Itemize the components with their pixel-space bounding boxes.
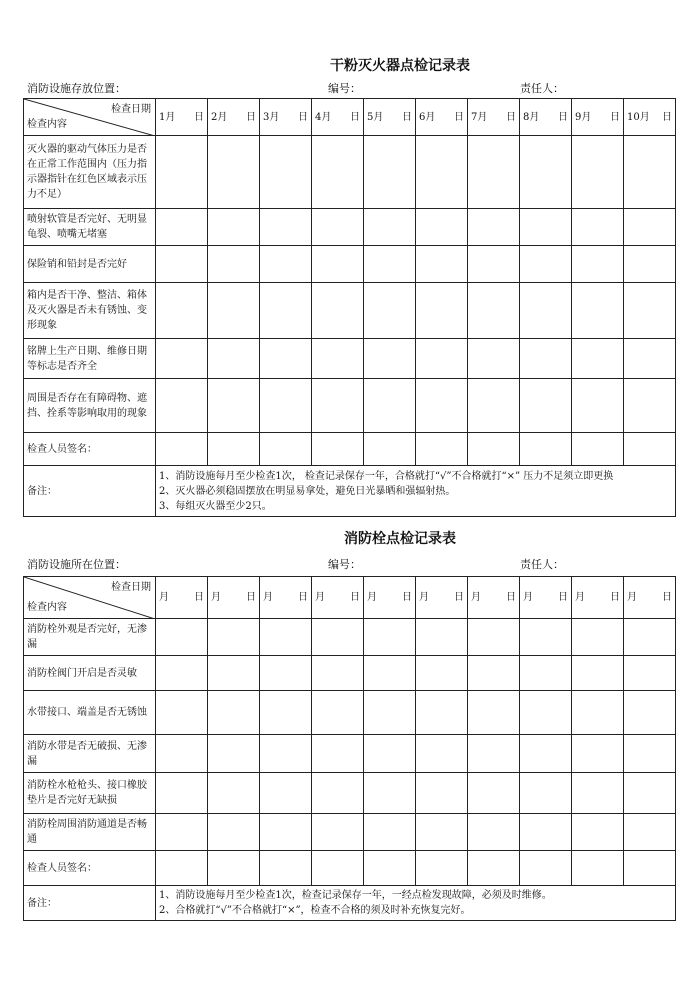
remark-line: 1、消防设施每月至少检查1次，检查记录保存一年，一经点检发现故障，必须及时维修。: [159, 890, 552, 901]
check-cell[interactable]: [156, 246, 208, 283]
month-header: [624, 577, 676, 619]
owner-label: 责任人：: [520, 558, 564, 571]
check-cell[interactable]: [416, 433, 468, 466]
month-header: [520, 99, 572, 136]
check-cell[interactable]: [208, 814, 260, 851]
check-cell[interactable]: [208, 209, 260, 246]
month-header: [208, 577, 260, 619]
month-label: 月: [211, 592, 221, 603]
check-cell[interactable]: [520, 773, 572, 814]
check-cell[interactable]: [520, 735, 572, 773]
month-header: [260, 577, 312, 619]
month-header: [572, 99, 624, 136]
check-item: 喷射软管是否完好、无明显龟裂、喷嘴无堵塞: [24, 209, 156, 246]
check-cell[interactable]: [416, 136, 468, 209]
check-cell[interactable]: [520, 433, 572, 466]
month-label: 月: [419, 592, 429, 603]
check-cell[interactable]: [312, 619, 364, 656]
day-label: 日: [246, 592, 256, 603]
check-cell[interactable]: [468, 691, 520, 735]
check-cell[interactable]: [312, 773, 364, 814]
check-cell[interactable]: [624, 209, 676, 246]
check-cell[interactable]: [572, 433, 624, 466]
check-cell[interactable]: [364, 691, 416, 735]
header-row: [24, 577, 676, 619]
day-label: 日: [662, 111, 672, 123]
month-label: 5月: [367, 111, 384, 123]
check-cell[interactable]: [208, 851, 260, 886]
month-label: 月: [315, 592, 325, 603]
check-cell[interactable]: [416, 283, 468, 339]
table-row: [24, 136, 676, 209]
month-header: [364, 577, 416, 619]
check-cell[interactable]: [208, 433, 260, 466]
check-cell[interactable]: [572, 339, 624, 379]
table-title: 干粉灭火器点检记录表: [330, 58, 470, 74]
check-cell[interactable]: [624, 814, 676, 851]
signature-label: 检查人员签名：: [24, 433, 156, 466]
check-cell[interactable]: [624, 136, 676, 209]
header-corner-cell: [24, 99, 156, 136]
check-cell[interactable]: [260, 735, 312, 773]
check-cell[interactable]: [312, 691, 364, 735]
check-cell[interactable]: [624, 735, 676, 773]
check-cell[interactable]: [364, 619, 416, 656]
month-header: [572, 577, 624, 619]
check-cell[interactable]: [520, 339, 572, 379]
check-cell[interactable]: [208, 283, 260, 339]
check-cell[interactable]: [156, 851, 208, 886]
check-cell[interactable]: [208, 136, 260, 209]
check-cell[interactable]: [624, 691, 676, 735]
day-label: 日: [662, 592, 672, 603]
check-cell[interactable]: [312, 379, 364, 433]
check-cell[interactable]: [260, 246, 312, 283]
check-cell[interactable]: [520, 246, 572, 283]
remarks-row: [24, 466, 676, 517]
day-label: 日: [558, 592, 568, 603]
month-header: [156, 99, 208, 136]
check-cell[interactable]: [572, 283, 624, 339]
check-cell[interactable]: [260, 209, 312, 246]
check-cell[interactable]: [416, 851, 468, 886]
check-cell[interactable]: [624, 773, 676, 814]
table-row: [24, 246, 676, 283]
month-header: [364, 99, 416, 136]
check-cell[interactable]: [208, 773, 260, 814]
check-cell[interactable]: [260, 814, 312, 851]
check-cell[interactable]: [208, 656, 260, 691]
check-cell[interactable]: [416, 773, 468, 814]
month-label: 6月: [419, 111, 436, 123]
table-row: [24, 814, 676, 851]
check-cell[interactable]: [208, 735, 260, 773]
month-label: 月: [523, 592, 533, 603]
check-cell[interactable]: [260, 136, 312, 209]
check-cell[interactable]: [468, 735, 520, 773]
item-header: 检查内容: [27, 119, 67, 130]
day-label: 日: [506, 592, 516, 603]
check-cell[interactable]: [416, 735, 468, 773]
check-cell[interactable]: [416, 246, 468, 283]
check-cell[interactable]: [416, 691, 468, 735]
day-label: 日: [610, 111, 620, 123]
check-cell[interactable]: [572, 379, 624, 433]
check-item: 周围是否存在有障碍物、遮挡、拴系等影响取用的现象: [24, 379, 156, 433]
check-cell[interactable]: [624, 433, 676, 466]
month-header: [624, 99, 676, 136]
day-label: 日: [454, 592, 464, 603]
check-cell[interactable]: [520, 619, 572, 656]
day-label: 日: [506, 111, 516, 123]
check-cell[interactable]: [260, 379, 312, 433]
remarks-row: [24, 886, 676, 921]
table-row: [24, 339, 676, 379]
day-label: 日: [350, 111, 360, 123]
check-cell[interactable]: [208, 691, 260, 735]
check-cell[interactable]: [156, 283, 208, 339]
check-cell[interactable]: [364, 433, 416, 466]
remarks-label: 备注：: [24, 886, 156, 921]
month-header: [416, 99, 468, 136]
check-cell[interactable]: [572, 209, 624, 246]
location-label: 消防设施所在位置：: [27, 558, 126, 571]
check-cell[interactable]: [520, 851, 572, 886]
month-label: 月: [263, 592, 273, 603]
check-cell[interactable]: [260, 433, 312, 466]
check-cell[interactable]: [468, 209, 520, 246]
check-cell[interactable]: [572, 735, 624, 773]
check-cell[interactable]: [208, 379, 260, 433]
month-header: [156, 577, 208, 619]
check-cell[interactable]: [468, 619, 520, 656]
check-cell[interactable]: [468, 656, 520, 691]
check-cell[interactable]: [624, 339, 676, 379]
month-label: 月: [575, 592, 585, 603]
check-cell[interactable]: [156, 136, 208, 209]
day-label: 日: [298, 592, 308, 603]
check-cell[interactable]: [468, 136, 520, 209]
check-cell[interactable]: [520, 283, 572, 339]
check-cell[interactable]: [312, 814, 364, 851]
check-cell[interactable]: [156, 619, 208, 656]
table-row: [24, 691, 676, 735]
check-cell[interactable]: [416, 379, 468, 433]
signature-row: [24, 851, 676, 886]
check-cell[interactable]: [520, 656, 572, 691]
check-cell[interactable]: [156, 735, 208, 773]
day-label: 日: [610, 592, 620, 603]
check-cell[interactable]: [312, 851, 364, 886]
remark-line: 2、合格就打“√”不合格就打“×”，检查不合格的须及时补充恢复完好。: [159, 905, 471, 916]
header-row: [24, 99, 676, 136]
check-cell[interactable]: [468, 339, 520, 379]
check-item: 消防栓周围消防通道是否畅通: [24, 814, 156, 851]
check-item: 箱内是否干净、整洁、箱体及灭火器是否未有锈蚀、变形现象: [24, 283, 156, 339]
check-cell[interactable]: [364, 656, 416, 691]
check-cell[interactable]: [572, 814, 624, 851]
check-cell[interactable]: [468, 433, 520, 466]
month-label: 月: [367, 592, 377, 603]
check-cell[interactable]: [156, 656, 208, 691]
check-cell[interactable]: [364, 735, 416, 773]
table-row: [24, 656, 676, 691]
remark-line: 2、灭火器必须稳固摆放在明显易拿处，避免日光暴晒和强辐射热。: [159, 485, 456, 497]
check-cell[interactable]: [260, 773, 312, 814]
check-cell[interactable]: [260, 283, 312, 339]
month-header: [520, 577, 572, 619]
check-cell[interactable]: [572, 773, 624, 814]
location-label: 消防设施存放位置：: [27, 82, 126, 95]
month-header: [312, 99, 364, 136]
check-cell[interactable]: [260, 619, 312, 656]
check-item: 水带接口、端盖是否无锈蚀: [24, 691, 156, 735]
month-header: [208, 99, 260, 136]
check-cell[interactable]: [416, 209, 468, 246]
check-cell[interactable]: [416, 656, 468, 691]
check-cell[interactable]: [156, 339, 208, 379]
check-cell[interactable]: [364, 209, 416, 246]
check-cell[interactable]: [156, 379, 208, 433]
check-cell[interactable]: [260, 691, 312, 735]
check-cell[interactable]: [312, 735, 364, 773]
check-cell[interactable]: [468, 773, 520, 814]
check-cell[interactable]: [624, 283, 676, 339]
day-label: 日: [194, 111, 204, 123]
check-item: 消防栓水枪枪头、接口橡胶垫片是否完好无缺损: [24, 773, 156, 814]
check-cell[interactable]: [468, 851, 520, 886]
check-cell[interactable]: [520, 209, 572, 246]
remarks-label: 备注：: [24, 466, 156, 517]
month-label: 月: [471, 592, 481, 603]
check-cell[interactable]: [572, 851, 624, 886]
check-cell[interactable]: [312, 209, 364, 246]
month-header: [468, 577, 520, 619]
check-cell[interactable]: [156, 209, 208, 246]
remark-line: 1、消防设施每月至少检查1次， 检查记录保存一年，合格就打“√”不合格就打“×” 压力不足须立即更换: [159, 470, 614, 482]
header-corner-cell: [24, 577, 156, 619]
day-label: 日: [402, 592, 412, 603]
check-item: 消防水带是否无破损、无渗漏: [24, 735, 156, 773]
check-cell[interactable]: [312, 283, 364, 339]
check-cell[interactable]: [208, 619, 260, 656]
check-item: 消防栓阀门开启是否灵敏: [24, 656, 156, 691]
month-header: [312, 577, 364, 619]
month-label: 10月: [627, 111, 650, 123]
check-cell[interactable]: [520, 136, 572, 209]
date-header: 检查日期: [111, 104, 151, 115]
month-label: 1月: [159, 111, 176, 123]
signature-row: [24, 433, 676, 466]
month-label: 9月: [575, 111, 592, 123]
day-label: 日: [402, 111, 412, 123]
check-cell[interactable]: [416, 339, 468, 379]
month-header: [260, 99, 312, 136]
check-item: 铭牌上生产日期、维修日期等标志是否齐全: [24, 339, 156, 379]
day-label: 日: [350, 592, 360, 603]
check-cell[interactable]: [260, 851, 312, 886]
month-label: 月: [627, 592, 637, 603]
check-cell[interactable]: [364, 246, 416, 283]
check-cell[interactable]: [156, 773, 208, 814]
check-cell[interactable]: [624, 656, 676, 691]
check-cell[interactable]: [572, 136, 624, 209]
check-cell[interactable]: [520, 379, 572, 433]
check-cell[interactable]: [468, 379, 520, 433]
check-cell[interactable]: [624, 851, 676, 886]
remark-line: 3、每组灭火器至少2只。: [159, 500, 272, 512]
check-cell[interactable]: [572, 656, 624, 691]
check-cell[interactable]: [416, 814, 468, 851]
check-cell[interactable]: [312, 246, 364, 283]
check-cell[interactable]: [156, 814, 208, 851]
number-label: 编号：: [328, 82, 361, 95]
check-cell[interactable]: [624, 246, 676, 283]
check-cell[interactable]: [364, 773, 416, 814]
check-cell[interactable]: [312, 433, 364, 466]
day-label: 日: [194, 592, 204, 603]
check-cell[interactable]: [364, 814, 416, 851]
table-title: 消防栓点检记录表: [344, 531, 456, 547]
check-cell[interactable]: [208, 246, 260, 283]
date-header: 检查日期: [111, 582, 151, 593]
owner-label: 责任人：: [520, 82, 564, 95]
check-cell[interactable]: [364, 136, 416, 209]
check-item: 消防栓外观是否完好，无渗漏: [24, 619, 156, 656]
check-cell[interactable]: [468, 814, 520, 851]
number-label: 编号：: [328, 558, 361, 571]
month-label: 8月: [523, 111, 540, 123]
check-cell[interactable]: [520, 691, 572, 735]
day-label: 日: [246, 111, 256, 123]
check-cell[interactable]: [520, 814, 572, 851]
month-label: 4月: [315, 111, 332, 123]
month-label: 7月: [471, 111, 488, 123]
day-label: 日: [298, 111, 308, 123]
check-cell[interactable]: [416, 619, 468, 656]
table-row: [24, 619, 676, 656]
check-cell[interactable]: [312, 339, 364, 379]
table-row: [24, 735, 676, 773]
check-cell[interactable]: [364, 379, 416, 433]
table-row: [24, 283, 676, 339]
table-row: [24, 209, 676, 246]
check-cell[interactable]: [260, 656, 312, 691]
day-label: 日: [454, 111, 464, 123]
check-cell[interactable]: [364, 339, 416, 379]
check-cell[interactable]: [208, 339, 260, 379]
month-label: 3月: [263, 111, 280, 123]
check-cell[interactable]: [156, 433, 208, 466]
inspection-table: [23, 98, 676, 517]
month-label: 2月: [211, 111, 228, 123]
check-item: 灭火器的驱动气体压力是否在正常工作范围内（压力指示器指针在红色区域表示压力不足）: [24, 136, 156, 209]
item-header: 检查内容: [27, 602, 67, 613]
check-cell[interactable]: [468, 246, 520, 283]
month-header: [468, 99, 520, 136]
day-label: 日: [558, 111, 568, 123]
month-label: 月: [159, 592, 169, 603]
remarks-cell: [156, 466, 676, 517]
check-cell[interactable]: [364, 283, 416, 339]
check-cell[interactable]: [572, 691, 624, 735]
check-cell[interactable]: [312, 656, 364, 691]
remarks-cell: [156, 886, 676, 921]
table-row: [24, 379, 676, 433]
check-cell[interactable]: [468, 283, 520, 339]
check-cell[interactable]: [260, 339, 312, 379]
check-cell[interactable]: [624, 379, 676, 433]
signature-label: 检查人员签名：: [24, 851, 156, 886]
check-cell[interactable]: [624, 619, 676, 656]
check-cell[interactable]: [572, 246, 624, 283]
check-cell[interactable]: [156, 691, 208, 735]
inspection-table: [23, 576, 676, 921]
check-cell[interactable]: [364, 851, 416, 886]
check-cell[interactable]: [312, 136, 364, 209]
check-cell[interactable]: [572, 619, 624, 656]
month-header: [416, 577, 468, 619]
check-item: 保险销和铅封是否完好: [24, 246, 156, 283]
table-row: [24, 773, 676, 814]
